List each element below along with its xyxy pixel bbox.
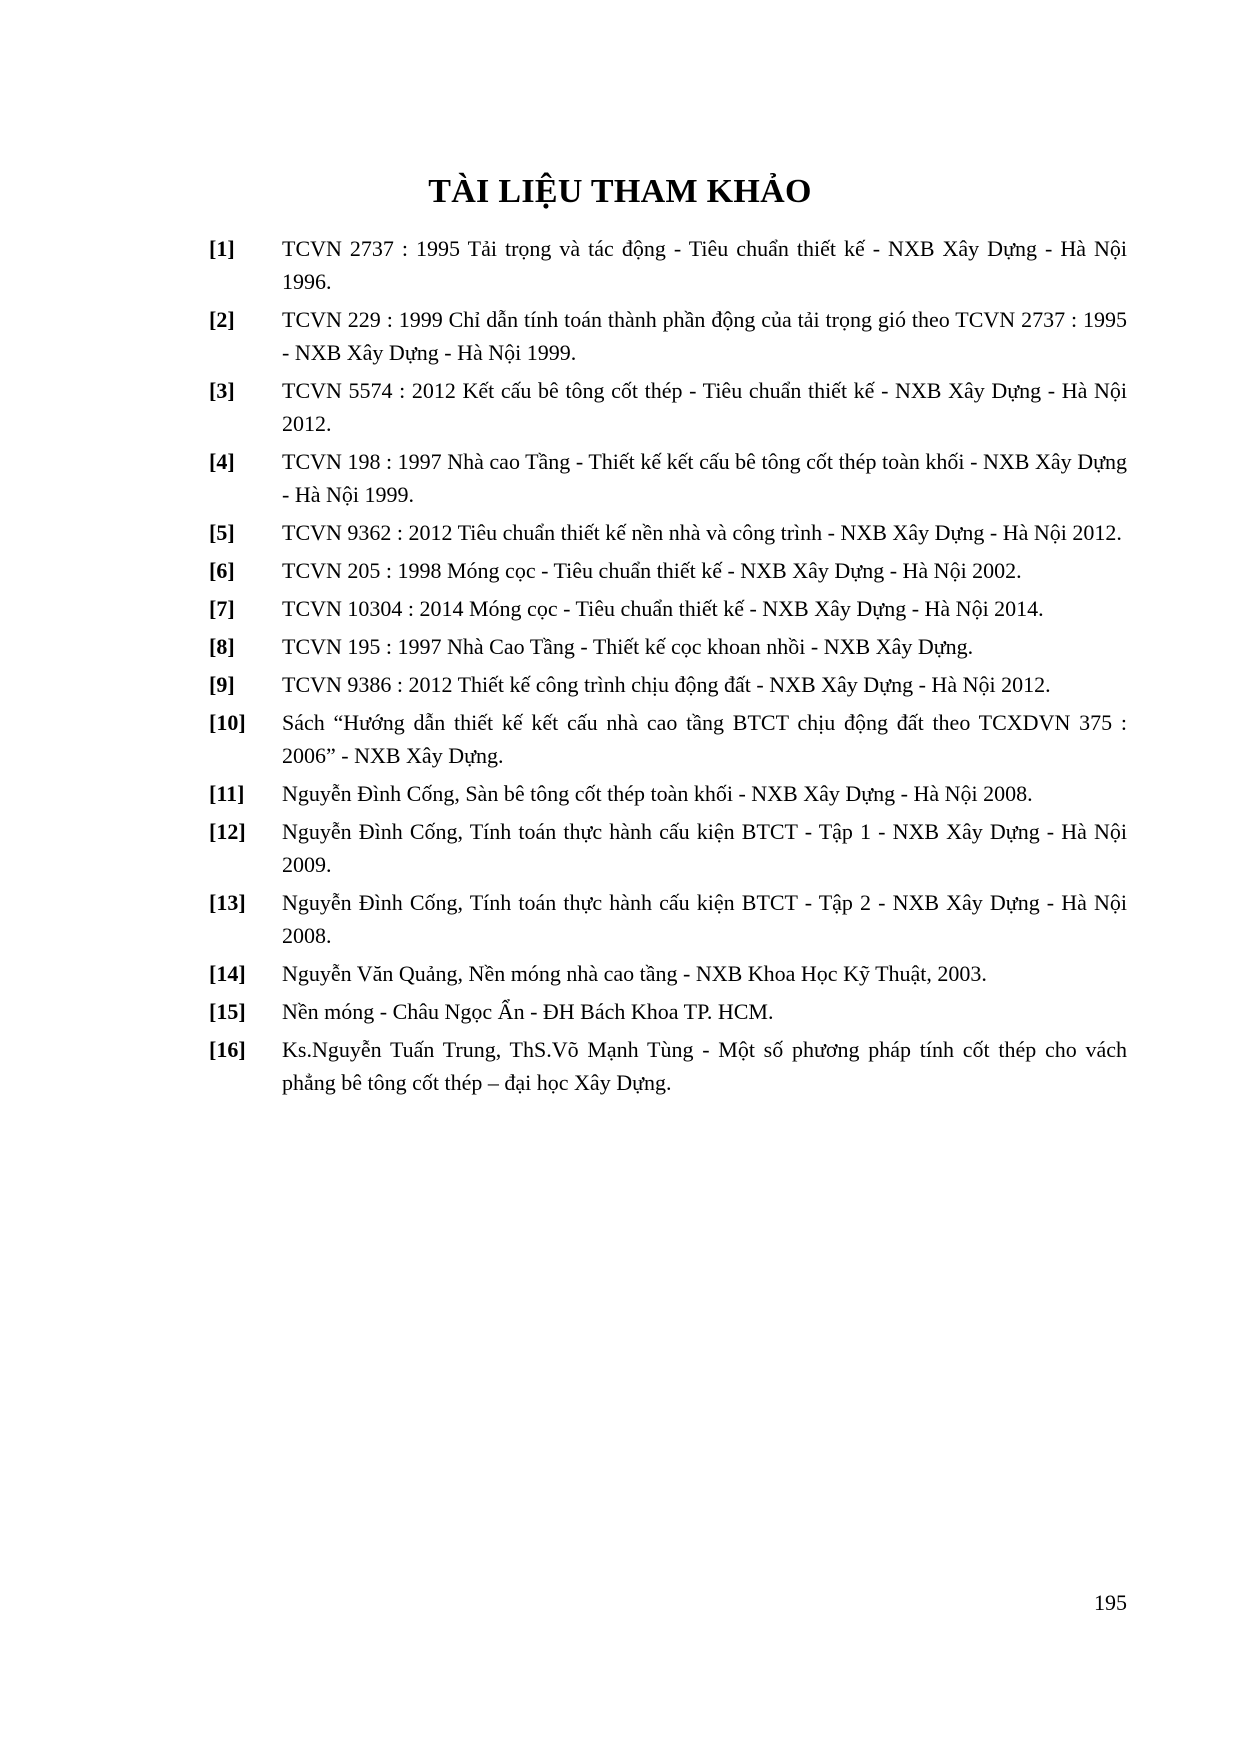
reference-text: Nền móng - Châu Ngọc Ẩn - ĐH Bách Khoa TP. HCM. (282, 999, 774, 1024)
reference-text: Sách “Hướng dẫn thiết kế kết cấu nhà cao tầng BTCT chịu động đất theo TCXDVN 375 : 2006” - NXB Xây Dựng. (282, 710, 1127, 768)
reference-number: [6] (209, 558, 235, 583)
reference-number: [8] (209, 634, 235, 659)
reference-text: TCVN 9362 : 2012 Tiêu chuẩn thiết kế nền nhà và công trình - NXB Xây Dựng - Hà Nội 2012. (282, 520, 1122, 545)
reference-item (209, 232, 1127, 298)
reference-item (209, 706, 1127, 772)
reference-text: TCVN 195 : 1997 Nhà Cao Tầng - Thiết kế cọc khoan nhồi - NXB Xây Dựng. (282, 634, 974, 659)
page-title: TÀI LIỆU THAM KHẢO (428, 173, 812, 210)
reference-text: TCVN 9386 : 2012 Thiết kế công trình chịu động đất - NXB Xây Dựng - Hà Nội 2012. (282, 672, 1051, 697)
reference-number: [14] (209, 961, 246, 986)
reference-text: Nguyễn Đình Cống, Tính toán thực hành cấu kiện BTCT - Tập 1 - NXB Xây Dựng - Hà Nội 2009. (282, 819, 1127, 877)
reference-number: [15] (209, 999, 246, 1024)
reference-item (209, 374, 1127, 440)
reference-item (209, 1033, 1127, 1099)
reference-item (209, 303, 1127, 369)
reference-text: TCVN 205 : 1998 Móng cọc - Tiêu chuẩn thiết kế - NXB Xây Dựng - Hà Nội 2002. (282, 558, 1022, 583)
reference-text: TCVN 5574 : 2012 Kết cấu bê tông cốt thép - Tiêu chuẩn thiết kế - NXB Xây Dựng - Hà Nội 2012. (282, 378, 1127, 436)
reference-text: Nguyễn Đình Cống, Tính toán thực hành cấu kiện BTCT - Tập 2 - NXB Xây Dựng - Hà Nội 2008. (282, 890, 1127, 948)
reference-item (209, 630, 1127, 663)
reference-number: [4] (209, 449, 235, 474)
reference-item (209, 957, 1127, 990)
reference-item (209, 995, 1127, 1028)
reference-text: Ks.Nguyễn Tuấn Trung, ThS.Võ Mạnh Tùng - Một số phương pháp tính cốt thép cho vách phẳng bê tông cốt thép – đại học Xây Dựng. (282, 1037, 1127, 1095)
reference-text: Nguyễn Đình Cống, Sàn bê tông cốt thép toàn khối - NXB Xây Dựng - Hà Nội 2008. (282, 781, 1033, 806)
reference-number: [13] (209, 890, 246, 915)
reference-number: [10] (209, 710, 246, 735)
reference-list (209, 232, 1127, 1104)
reference-item (209, 592, 1127, 625)
reference-item (209, 445, 1127, 511)
reference-number: [9] (209, 672, 235, 697)
reference-number: [2] (209, 307, 235, 332)
reference-number: [1] (209, 236, 235, 261)
reference-item (209, 554, 1127, 587)
reference-text: Nguyễn Văn Quảng, Nền móng nhà cao tầng - NXB Khoa Học Kỹ Thuật, 2003. (282, 961, 987, 986)
page-number: 195 (1094, 1590, 1127, 1615)
reference-item (209, 815, 1127, 881)
reference-number: [3] (209, 378, 235, 403)
reference-item (209, 668, 1127, 701)
reference-item (209, 886, 1127, 952)
reference-text: TCVN 2737 : 1995 Tải trọng và tác động - Tiêu chuẩn thiết kế - NXB Xây Dựng - Hà Nội 1996. (282, 236, 1127, 294)
reference-text: TCVN 229 : 1999 Chỉ dẫn tính toán thành phần động của tải trọng gió theo TCVN 2737 : 1995 - NXB Xây Dựng - Hà Nội 1999. (282, 307, 1127, 365)
reference-text: TCVN 198 : 1997 Nhà cao Tầng - Thiết kế kết cấu bê tông cốt thép toàn khối - NXB Xây Dựng - Hà Nội 1999. (282, 449, 1127, 507)
reference-number: [7] (209, 596, 235, 621)
reference-number: [11] (209, 781, 245, 806)
reference-item (209, 516, 1127, 549)
reference-number: [12] (209, 819, 246, 844)
reference-number: [16] (209, 1037, 246, 1062)
reference-text: TCVN 10304 : 2014 Móng cọc - Tiêu chuẩn thiết kế - NXB Xây Dựng - Hà Nội 2014. (282, 596, 1044, 621)
reference-number: [5] (209, 520, 235, 545)
reference-item (209, 777, 1127, 810)
